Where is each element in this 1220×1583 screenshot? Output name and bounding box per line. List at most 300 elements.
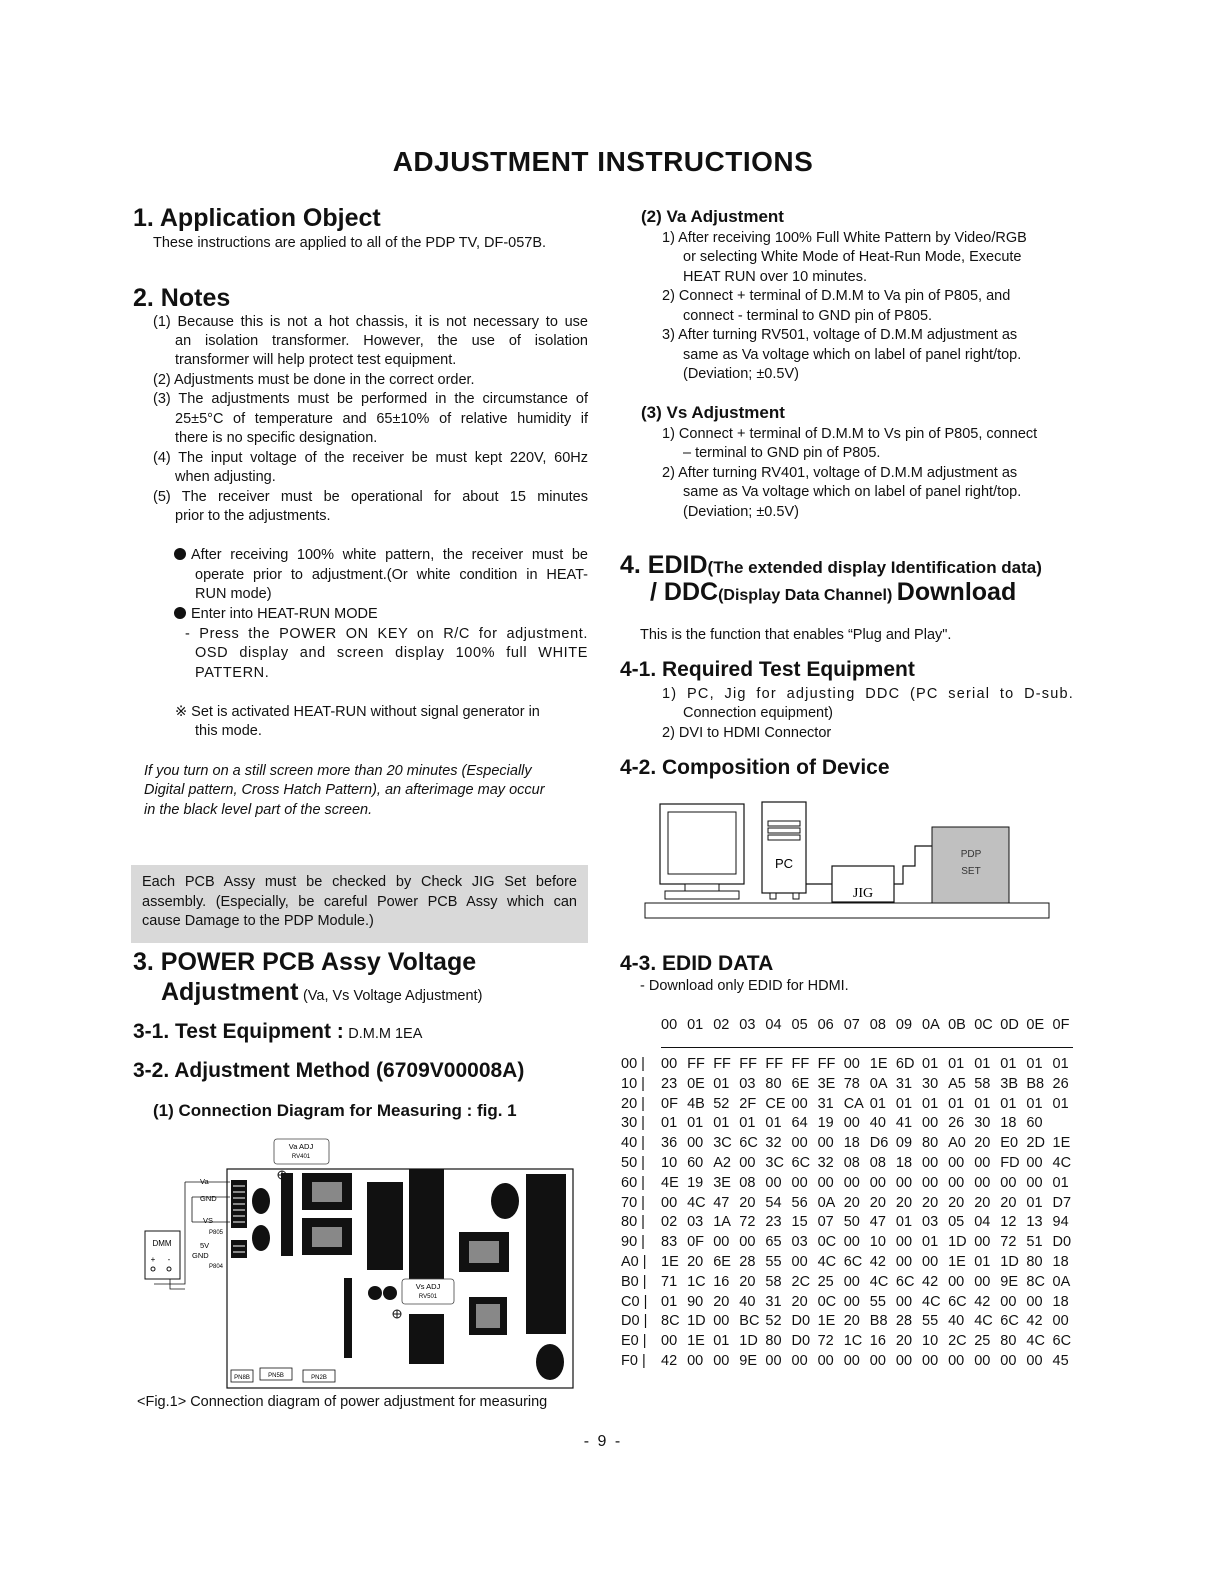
- capacitor-4: [536, 1344, 564, 1380]
- equipment-line-2: Connection equipment): [683, 705, 833, 721]
- edid-byte: 01: [661, 1115, 678, 1132]
- edid-byte: 65: [765, 1234, 782, 1251]
- edid-byte: 8C: [661, 1313, 680, 1330]
- edid-column-label: 01: [687, 1017, 704, 1033]
- resistor-bar: [344, 1278, 352, 1358]
- pdp-label: PDP: [960, 849, 982, 860]
- edid-byte: 03: [791, 1234, 808, 1251]
- edid-byte: 6C: [739, 1135, 758, 1152]
- edid-byte: 10: [922, 1333, 939, 1350]
- edid-byte: 52: [765, 1313, 782, 1330]
- rv401-label: RV401: [291, 1154, 311, 1160]
- edid-byte: 00: [974, 1234, 991, 1251]
- edid-byte: 03: [739, 1075, 756, 1092]
- note-5-line-1: (5) The receiver must be operational for about 15 minutes: [153, 489, 588, 505]
- callout-line-2: assembly. (Especially, be careful Power PCB Assy which can: [142, 894, 577, 910]
- note-4-line-2: when adjusting.: [175, 469, 276, 485]
- edid-byte: 01: [765, 1115, 782, 1132]
- set-label: SET: [961, 866, 981, 877]
- edid-byte: 4C: [922, 1293, 941, 1310]
- edid-byte: 36: [661, 1135, 678, 1152]
- led-1: [368, 1286, 382, 1300]
- edid-byte: 16: [869, 1333, 886, 1350]
- edid-byte: 20: [713, 1293, 730, 1310]
- edid-byte: 00: [948, 1155, 965, 1171]
- va-step-line-2: or selecting White Mode of Heat-Run Mode, Execute: [683, 249, 1022, 265]
- bullet-icon: [174, 607, 186, 619]
- va-step-line-3: HEAT RUN over 10 minutes.: [683, 269, 867, 285]
- edid-byte: 00: [1052, 1313, 1069, 1330]
- edid-byte: 08: [739, 1174, 756, 1191]
- vs-step-line-4: same as Va voltage which on label of panel right/top.: [683, 484, 1022, 500]
- power-pcb-connection-diagram: [140, 1134, 580, 1392]
- heat-run-note-line-2: this mode.: [195, 723, 262, 739]
- edid-byte: 4C: [869, 1273, 889, 1290]
- edid-byte: 00: [948, 1353, 965, 1369]
- va-step-line-1: 1) After receiving 100% Full White Pattern by Video/RGB: [662, 230, 1027, 246]
- rv501-label: RV501: [418, 1294, 438, 1300]
- edid-byte: 2D: [1026, 1135, 1045, 1152]
- edid-byte: 01: [922, 1234, 939, 1251]
- edid-byte: 3C: [765, 1155, 784, 1171]
- edid-byte: 18: [1000, 1115, 1017, 1132]
- edid-byte: 01: [895, 1095, 913, 1112]
- va-adj-label: Va ADJ: [288, 1142, 314, 1151]
- edid-byte: 00: [974, 1155, 991, 1171]
- 5v-label: 5V: [200, 1241, 210, 1250]
- edid-column-label: 0C: [974, 1017, 993, 1033]
- edid-byte: 00: [1000, 1353, 1017, 1369]
- edid-byte: 55: [869, 1293, 886, 1310]
- figure-1-caption: <Fig.1> Connection diagram of power adjustment for measuring: [137, 1394, 548, 1410]
- edid-byte: FF: [713, 1056, 731, 1072]
- edid-byte: 01: [687, 1115, 704, 1132]
- hdmi-cable: [894, 846, 932, 884]
- edid-row-address: 50 |: [621, 1155, 645, 1171]
- gnd-label: GND: [192, 1251, 209, 1260]
- edid-byte: 1D: [687, 1313, 706, 1330]
- edid-byte: 00: [765, 1353, 782, 1369]
- edid-byte: 00: [895, 1234, 913, 1251]
- edid-byte: 23: [765, 1214, 782, 1231]
- edid-byte: 42: [661, 1353, 678, 1369]
- edid-byte: 26: [1052, 1075, 1069, 1092]
- edid-data-heading: 4-3. EDID DATA: [620, 952, 774, 975]
- edid-byte: 00: [1026, 1174, 1043, 1191]
- section-4-heading-ddc-desc: (Display Data Channel): [718, 587, 893, 604]
- section-4-intro: This is the function that enables “Plug and Play".: [640, 627, 952, 643]
- section-3-heading-small: (Va, Vs Voltage Adjustment): [302, 988, 483, 1004]
- edid-byte: 01: [713, 1115, 730, 1132]
- edid-byte: 55: [922, 1313, 939, 1330]
- dmm-label: DMM: [152, 1239, 172, 1248]
- section-3-heading-word: Adjustment: [161, 978, 299, 1006]
- edid-byte: 1A: [713, 1214, 731, 1231]
- edid-byte: 64: [791, 1115, 808, 1132]
- section-1-text: These instructions are applied to all of the PDP TV, DF-057B.: [153, 235, 547, 251]
- edid-header-divider: [661, 1047, 1073, 1048]
- edid-byte: 18: [1052, 1254, 1069, 1270]
- edid-byte: 20: [895, 1194, 913, 1211]
- edid-byte: FF: [791, 1056, 810, 1072]
- edid-column-label: 09: [895, 1017, 913, 1033]
- section-3-heading-cont: [161, 978, 482, 1007]
- edid-byte: 01: [739, 1115, 756, 1132]
- va-step-line-6: 3) After turning RV501, voltage of D.M.M adjustment as: [662, 327, 1018, 343]
- edid-byte: 1E: [1052, 1135, 1071, 1152]
- edid-byte: 1E: [661, 1254, 679, 1270]
- edid-byte: B8: [869, 1313, 888, 1330]
- edid-byte: 00: [817, 1353, 834, 1369]
- afterimage-warning-line-2: Digital pattern, Cross Hatch Pattern), an afterimage may occur: [144, 782, 545, 798]
- edid-byte: 0A: [817, 1194, 836, 1211]
- edid-byte: 00: [791, 1254, 808, 1270]
- edid-byte: 20: [869, 1194, 886, 1211]
- edid-byte: 04: [974, 1214, 991, 1231]
- edid-byte: 01: [1052, 1056, 1069, 1072]
- p804-label: P804: [209, 1264, 224, 1270]
- edid-byte: FF: [739, 1056, 758, 1072]
- edid-byte: E0: [1000, 1135, 1019, 1152]
- edid-byte: 01: [974, 1056, 991, 1072]
- edid-byte: 80: [765, 1333, 782, 1350]
- heatsink-1: [281, 1173, 293, 1256]
- device-composition-diagram: [640, 796, 1055, 922]
- edid-byte: 50: [843, 1214, 860, 1231]
- edid-byte: 20: [922, 1194, 939, 1211]
- edid-byte: 45: [1052, 1353, 1069, 1369]
- capacitor-2: [252, 1225, 270, 1251]
- edid-row-address: 70 |: [621, 1194, 645, 1211]
- edid-byte: 20: [687, 1254, 704, 1270]
- bullet-2-detail-3: PATTERN.: [195, 665, 270, 681]
- section-4-heading-download: Download: [896, 578, 1017, 606]
- edid-byte: 80: [1000, 1333, 1017, 1350]
- note-1-line-3: transformer will help protect test equipment.: [175, 352, 457, 368]
- edid-row-address: B0 |: [621, 1273, 647, 1290]
- led-2: [383, 1286, 397, 1300]
- edid-byte: 00: [895, 1353, 913, 1369]
- edid-byte: 40: [869, 1115, 886, 1132]
- edid-byte: CA: [843, 1095, 864, 1112]
- section-1-heading: 1. Application Object: [133, 204, 381, 232]
- note-5-line-2: prior to the adjustments.: [175, 508, 331, 524]
- note-1-line-2: an isolation transformer. However, the use of isolation: [175, 333, 588, 349]
- edid-byte: FF: [765, 1056, 784, 1072]
- pdp-set-box: [932, 827, 1009, 903]
- edid-byte: 0E: [687, 1075, 705, 1092]
- pc-label: PC: [774, 856, 794, 871]
- edid-byte: 01: [1000, 1095, 1017, 1112]
- edid-byte: 00: [974, 1174, 991, 1191]
- edid-byte: 00: [661, 1056, 678, 1072]
- edid-byte: 2C: [948, 1333, 967, 1350]
- edid-byte: D7: [1052, 1194, 1072, 1211]
- edid-byte: 01: [1026, 1095, 1043, 1112]
- edid-byte: 00: [1026, 1293, 1043, 1310]
- edid-byte: 60: [1026, 1115, 1043, 1132]
- section-4-heading: [620, 551, 1042, 580]
- edid-row-address: 30 |: [621, 1115, 645, 1132]
- edid-byte: 00: [843, 1174, 860, 1191]
- edid-byte: 6D: [895, 1056, 915, 1072]
- edid-byte: 58: [974, 1075, 991, 1092]
- dmm-plus-label: +: [150, 1255, 156, 1264]
- edid-byte: CE: [765, 1095, 786, 1112]
- p805-label: P805: [209, 1230, 224, 1236]
- bullet-2-detail-1: - Press the POWER ON KEY on R/C for adjustment.: [185, 626, 588, 642]
- edid-byte: 25: [974, 1333, 991, 1350]
- edid-byte: 00: [974, 1273, 991, 1290]
- edid-byte: 1E: [817, 1313, 836, 1330]
- edid-byte: 00: [948, 1174, 965, 1191]
- edid-byte: 4C: [687, 1194, 706, 1211]
- edid-byte: 00: [922, 1155, 939, 1171]
- pn8b-label: PN8B: [234, 1375, 250, 1381]
- gnd-wire-label: GND: [200, 1194, 217, 1203]
- section-3-heading: 3. POWER PCB Assy Voltage: [133, 948, 477, 976]
- edid-byte: D0: [791, 1333, 811, 1350]
- edid-byte: 4C: [974, 1313, 993, 1330]
- section-4-heading-ddc: / DDC: [650, 578, 719, 606]
- edid-byte: 01: [948, 1056, 965, 1072]
- edid-byte: 19: [817, 1115, 834, 1132]
- edid-byte: 00: [713, 1353, 730, 1369]
- edid-byte: A2: [713, 1155, 731, 1171]
- edid-byte: 05: [948, 1214, 965, 1231]
- edid-byte: 0F: [661, 1095, 678, 1112]
- required-equipment-heading: 4-1. Required Test Equipment: [620, 658, 915, 681]
- edid-byte: 02: [661, 1214, 678, 1231]
- edid-byte: 15: [791, 1214, 808, 1231]
- edid-byte: 00: [661, 1333, 678, 1350]
- edid-byte: 01: [895, 1214, 913, 1231]
- table-surface: [645, 903, 1049, 918]
- afterimage-warning-line-3: in the black level part of the screen.: [144, 802, 373, 818]
- edid-byte: 6C: [843, 1254, 863, 1270]
- edid-byte: 20: [843, 1194, 860, 1211]
- edid-byte: 6C: [895, 1273, 915, 1290]
- edid-byte: 01: [713, 1333, 730, 1350]
- section-4-heading-edid: 4. EDID: [620, 551, 708, 579]
- edid-byte: 00: [739, 1234, 756, 1251]
- bullet-1-line-1: After receiving 100% white pattern, the receiver must be: [191, 547, 588, 563]
- edid-byte: 00: [687, 1353, 704, 1369]
- edid-byte: 60: [687, 1155, 704, 1171]
- edid-byte: 0C: [817, 1234, 837, 1251]
- bullet-2-detail-2: OSD display and screen display 100% full WHITE: [195, 645, 588, 661]
- edid-byte: 1D: [739, 1333, 758, 1350]
- edid-byte: 28: [739, 1254, 756, 1270]
- edid-byte: 13: [1026, 1214, 1043, 1231]
- edid-byte: 00: [713, 1313, 730, 1330]
- note-3-line-2: 25±5°C of temperature and 65±10% of relative humidity if: [175, 411, 588, 427]
- page-number: - 9 -: [583, 1433, 623, 1450]
- edid-byte: 20: [739, 1194, 756, 1211]
- edid-byte: 4C: [1026, 1333, 1045, 1350]
- edid-byte: 00: [739, 1155, 756, 1171]
- edid-byte: 28: [895, 1313, 913, 1330]
- edid-byte: 10: [661, 1155, 678, 1171]
- section-4-heading-cont: [650, 578, 1016, 607]
- adjustment-method-heading: 3-2. Adjustment Method (6709V00008A): [133, 1059, 525, 1082]
- edid-byte: D0: [791, 1313, 811, 1330]
- edid-byte: 0C: [817, 1293, 837, 1310]
- edid-row-address: 80 |: [621, 1214, 645, 1231]
- edid-byte: 00: [869, 1353, 886, 1369]
- edid-row-address: D0 |: [621, 1313, 648, 1330]
- edid-byte: 2F: [739, 1095, 757, 1112]
- edid-byte: 72: [1000, 1234, 1017, 1251]
- edid-byte: A0: [948, 1135, 966, 1152]
- edid-row-address: E0 |: [621, 1333, 647, 1350]
- jig-label: JIG: [852, 886, 874, 901]
- edid-byte: 20: [739, 1273, 756, 1290]
- edid-byte: 20: [1000, 1194, 1017, 1211]
- edid-byte: 10: [869, 1234, 886, 1251]
- edid-byte: 12: [1000, 1214, 1017, 1231]
- note-3-line-3: there is no specific designation.: [175, 430, 378, 446]
- edid-row-address: 90 |: [621, 1234, 645, 1251]
- vs-wire-label: VS: [203, 1216, 214, 1225]
- edid-byte: 18: [1052, 1293, 1069, 1310]
- connection-diagram-heading: (1) Connection Diagram for Measuring : fig. 1: [153, 1101, 517, 1120]
- edid-column-label: 07: [843, 1017, 860, 1033]
- vs-step-line-1: 1) Connect + terminal of D.M.M to Vs pin of P805, connect: [662, 426, 1038, 442]
- edid-byte: 09: [895, 1135, 913, 1152]
- edid-column-label: 02: [713, 1017, 730, 1033]
- edid-byte: 31: [895, 1075, 913, 1092]
- edid-byte: 01: [869, 1095, 886, 1112]
- edid-row-address: 20 |: [621, 1095, 645, 1112]
- callout-line-3: cause Damage to the PDP Module.): [142, 913, 374, 929]
- edid-column-label: 05: [791, 1017, 808, 1033]
- edid-byte: 4B: [687, 1095, 705, 1112]
- edid-byte: 00: [922, 1174, 939, 1191]
- edid-byte: 01: [1052, 1095, 1069, 1112]
- edid-byte: 00: [922, 1115, 939, 1132]
- bullet-1-line-3: RUN mode): [195, 586, 272, 602]
- vs-step-line-3: 2) After turning RV401, voltage of D.M.M adjustment as: [662, 465, 1018, 481]
- equipment-line-3: 2) DVI to HDMI Connector: [662, 725, 832, 741]
- edid-byte: 72: [739, 1214, 756, 1231]
- dmm-minus-label: -: [167, 1255, 171, 1264]
- edid-byte: 3E: [713, 1174, 731, 1191]
- edid-byte: 00: [922, 1254, 939, 1270]
- edid-byte: 1C: [687, 1273, 706, 1290]
- edid-byte: 16: [713, 1273, 730, 1290]
- edid-byte: 00: [817, 1174, 834, 1191]
- test-equipment-value: D.M.M 1EA: [348, 1026, 423, 1042]
- va-step-line-4: 2) Connect + terminal of D.M.M to Va pin of P805, and: [662, 288, 1011, 304]
- edid-byte: 00: [1026, 1353, 1043, 1369]
- edid-byte: 1E: [869, 1056, 888, 1072]
- edid-byte: 6C: [948, 1293, 967, 1310]
- edid-byte: 32: [765, 1135, 782, 1152]
- edid-byte: 00: [895, 1293, 913, 1310]
- edid-byte: 00: [895, 1254, 913, 1270]
- edid-column-label: 08: [869, 1017, 886, 1033]
- edid-byte: 00: [843, 1353, 860, 1369]
- va-wire-label: Va: [200, 1177, 209, 1186]
- edid-byte: 78: [843, 1075, 860, 1092]
- edid-row-address: 00 |: [621, 1056, 645, 1072]
- heatsink-4: [526, 1174, 566, 1334]
- edid-byte: 31: [765, 1293, 782, 1310]
- test-equipment-title: 3-1. Test Equipment :: [133, 1020, 344, 1043]
- afterimage-warning-line-1: If you turn on a still screen more than 20 minutes (Especially: [144, 763, 532, 779]
- edid-column-label: 0B: [948, 1017, 966, 1033]
- edid-byte: 00: [791, 1095, 808, 1112]
- edid-byte: 3B: [1000, 1075, 1019, 1092]
- edid-byte: 8C: [1026, 1273, 1045, 1290]
- edid-byte: 03: [922, 1214, 939, 1231]
- edid-byte: 26: [948, 1115, 965, 1132]
- edid-byte: 42: [974, 1293, 991, 1310]
- edid-row-address: C0 |: [621, 1293, 648, 1310]
- va-step-line-8: (Deviation; ±0.5V): [683, 366, 799, 382]
- edid-byte: 1E: [687, 1333, 705, 1350]
- edid-byte: 25: [817, 1273, 834, 1290]
- edid-byte: 01: [1026, 1056, 1043, 1072]
- vs-adjustment-heading: (3) Vs Adjustment: [641, 403, 785, 422]
- edid-byte: 00: [1026, 1155, 1043, 1171]
- edid-byte: 00: [687, 1135, 704, 1152]
- edid-byte: 41: [895, 1115, 913, 1132]
- bullet-2: Enter into HEAT-RUN MODE: [191, 606, 378, 622]
- note-1-line-1: (1) Because this is not a hot chassis, it is not necessary to use: [153, 314, 588, 330]
- note-2: (2) Adjustments must be done in the correct order.: [153, 372, 475, 388]
- edid-byte: 00: [791, 1353, 808, 1369]
- edid-byte: 6E: [791, 1075, 810, 1092]
- test-equipment-heading: [133, 1020, 422, 1044]
- edid-byte: FF: [687, 1056, 705, 1072]
- edid-byte: 6C: [1000, 1313, 1019, 1330]
- edid-byte: 9E: [739, 1353, 758, 1369]
- edid-byte: 00: [843, 1115, 860, 1132]
- edid-byte: 20: [843, 1313, 860, 1330]
- bullet-1-line-2: operate prior to adjustment.(Or white condition in HEAT-: [195, 567, 588, 583]
- edid-column-label: 0A: [922, 1017, 940, 1033]
- edid-byte: 01: [1000, 1056, 1017, 1072]
- edid-byte: BC: [739, 1313, 760, 1330]
- edid-byte: 01: [974, 1095, 991, 1112]
- heatsink-5: [409, 1314, 444, 1364]
- edid-byte: 72: [817, 1333, 834, 1350]
- edid-column-label: 04: [765, 1017, 782, 1033]
- edid-byte: 00: [948, 1273, 965, 1290]
- edid-data-note: - Download only EDID for HDMI.: [640, 978, 849, 994]
- edid-byte: 00: [974, 1353, 991, 1369]
- edid-byte: 00: [765, 1174, 782, 1191]
- edid-byte: 90: [687, 1293, 704, 1310]
- edid-byte: 18: [843, 1135, 860, 1152]
- edid-byte: 19: [687, 1174, 704, 1191]
- edid-column-label: 0F: [1052, 1017, 1070, 1033]
- edid-byte: 42: [1026, 1313, 1043, 1330]
- edid-byte: 0A: [1052, 1273, 1071, 1290]
- edid-byte: 01: [661, 1293, 678, 1310]
- edid-column-label: 06: [817, 1017, 834, 1033]
- edid-byte: 56: [791, 1194, 808, 1211]
- edid-byte: 08: [869, 1155, 886, 1171]
- edid-byte: 18: [895, 1155, 913, 1171]
- edid-byte: 0A: [869, 1075, 888, 1092]
- edid-byte: 80: [765, 1075, 782, 1092]
- edid-byte: 80: [922, 1135, 939, 1152]
- edid-byte: D0: [1052, 1234, 1072, 1251]
- bullet-icon: [174, 548, 186, 560]
